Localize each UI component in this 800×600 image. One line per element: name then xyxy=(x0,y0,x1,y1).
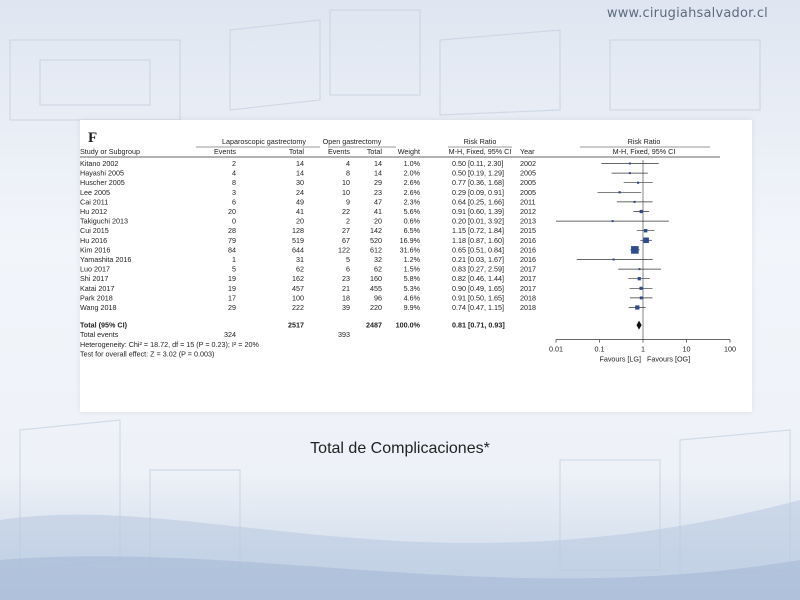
study-marker xyxy=(634,201,636,203)
exp-events-cell: 5 xyxy=(232,264,236,274)
year-cell: 2005 xyxy=(520,187,536,197)
year-cell: 2018 xyxy=(520,293,536,303)
rr-ci-cell: 0.50 [0.11, 2.30] xyxy=(452,159,504,168)
exp-events-cell: 84 xyxy=(228,245,236,255)
study-name: Luo 2017 xyxy=(80,264,110,274)
ctl-events-cell: 6 xyxy=(346,264,350,274)
study-marker xyxy=(643,238,649,244)
rr-ci-cell: 0.83 [0.27, 2.59] xyxy=(452,264,504,274)
total-events-ctl: 393 xyxy=(338,330,350,340)
col-exp-events: Events xyxy=(214,147,236,156)
weight-cell: 5.6% xyxy=(403,207,420,216)
study-marker xyxy=(631,246,639,254)
ctl-total-cell: 14 xyxy=(374,159,382,168)
ctl-events-cell: 67 xyxy=(342,235,350,245)
year-cell: 2017 xyxy=(520,274,536,284)
study-name: Kitano 2002 xyxy=(80,159,119,168)
year-cell: 2016 xyxy=(520,245,536,255)
ctl-total-cell: 29 xyxy=(374,178,382,188)
study-name: Hu 2016 xyxy=(80,235,108,245)
exp-events-cell: 4 xyxy=(232,168,236,178)
total-exp-total: 2517 xyxy=(288,320,304,330)
ctl-events-cell: 39 xyxy=(342,303,350,312)
exp-events-cell: 29 xyxy=(228,303,236,312)
exp-events-cell: 8 xyxy=(232,178,236,188)
x-tick-label: 0.1 xyxy=(594,344,605,354)
rr-ci-cell: 0.64 [0.25, 1.66] xyxy=(452,197,504,207)
col-plot-sub: M-H, Fixed, 95% CI xyxy=(612,147,676,156)
forest-plot xyxy=(80,120,752,412)
total-events-label: Total events xyxy=(80,330,119,340)
weight-cell: 2.3% xyxy=(403,197,420,207)
study-name: Cui 2015 xyxy=(80,226,109,236)
year-cell: 2013 xyxy=(520,216,536,226)
ctl-total-cell: 612 xyxy=(370,245,382,255)
favours-right-label: Favours [OG] xyxy=(647,354,691,364)
exp-events-cell: 79 xyxy=(228,235,236,245)
year-cell: 2017 xyxy=(520,283,536,293)
weight-cell: 16.9% xyxy=(399,235,420,245)
study-name: Katai 2017 xyxy=(80,283,115,293)
weight-cell: 31.6% xyxy=(399,245,420,255)
panel-label: F xyxy=(88,130,98,146)
col-ctl-total: Total xyxy=(366,147,382,156)
exp-total-cell: 31 xyxy=(296,255,304,264)
study-marker xyxy=(629,172,631,174)
rr-ci-cell: 0.50 [0.19, 1.29] xyxy=(452,168,504,178)
exp-events-cell: 17 xyxy=(228,293,236,303)
rr-ci-cell: 0.21 [0.03, 1.67] xyxy=(452,255,504,264)
col-rr-sub: M-H, Fixed, 95% CI xyxy=(448,147,512,156)
exp-events-cell: 19 xyxy=(228,274,236,284)
study-name: Park 2018 xyxy=(80,293,113,303)
study-name: Wang 2018 xyxy=(80,303,117,312)
weight-cell: 1.5% xyxy=(403,264,420,274)
exp-total-cell: 128 xyxy=(292,226,304,236)
plot-header: Risk Ratio xyxy=(627,137,661,146)
exp-events-cell: 19 xyxy=(228,283,236,293)
study-marker xyxy=(629,163,631,165)
year-cell: 2005 xyxy=(520,168,536,178)
weight-cell: 2.6% xyxy=(403,178,420,188)
study-marker xyxy=(637,182,639,184)
group-header-experimental: Laparoscopic gastrectomy xyxy=(222,137,306,146)
ctl-events-cell: 21 xyxy=(342,283,350,293)
study-marker xyxy=(612,220,614,222)
exp-events-cell: 3 xyxy=(232,187,236,197)
study-name: Lee 2005 xyxy=(80,187,110,197)
rr-ci-cell: 0.65 [0.51, 0.84] xyxy=(452,245,504,255)
rr-ci-cell: 0.29 [0.09, 0.91] xyxy=(452,187,504,197)
ctl-events-cell: 4 xyxy=(346,159,350,168)
weight-cell: 9.9% xyxy=(403,303,420,312)
rr-ci-cell: 0.90 [0.49, 1.65] xyxy=(452,283,504,293)
rr-ci-cell: 1.15 [0.72, 1.84] xyxy=(452,226,504,236)
exp-total-cell: 49 xyxy=(296,197,304,207)
exp-total-cell: 644 xyxy=(292,245,304,255)
rr-ci-cell: 1.18 [0.87, 1.60] xyxy=(452,235,504,245)
ctl-events-cell: 10 xyxy=(342,178,350,188)
study-marker xyxy=(640,296,643,299)
weight-cell: 5.8% xyxy=(403,274,420,284)
exp-events-cell: 2 xyxy=(232,159,236,168)
study-marker xyxy=(644,229,647,232)
year-cell: 2002 xyxy=(520,159,536,168)
ctl-total-cell: 220 xyxy=(370,303,382,312)
year-cell: 2015 xyxy=(520,226,536,236)
ctl-events-cell: 9 xyxy=(346,197,350,207)
col-exp-total: Total xyxy=(288,147,304,156)
rr-ci-cell: 0.74 [0.47, 1.15] xyxy=(452,303,504,312)
col-ctl-events: Events xyxy=(328,147,350,156)
ctl-total-cell: 23 xyxy=(374,187,382,197)
study-name: Cai 2011 xyxy=(80,197,109,207)
ctl-events-cell: 18 xyxy=(342,293,350,303)
ctl-total-cell: 96 xyxy=(374,293,382,303)
study-marker xyxy=(640,210,643,213)
year-cell: 2016 xyxy=(520,235,536,245)
study-marker xyxy=(639,287,642,290)
rr-ci-cell: 0.77 [0.36, 1.68] xyxy=(452,178,504,188)
exp-total-cell: 100 xyxy=(292,293,304,303)
x-tick-label: 0.01 xyxy=(549,344,563,354)
ctl-total-cell: 32 xyxy=(374,255,382,264)
ctl-events-cell: 2 xyxy=(346,216,350,226)
study-name: Hayashi 2005 xyxy=(80,168,124,178)
year-cell: 2018 xyxy=(520,303,536,312)
exp-events-cell: 0 xyxy=(232,216,236,226)
study-name: Takiguchi 2013 xyxy=(80,216,128,226)
exp-total-cell: 162 xyxy=(292,274,304,284)
total-events-exp: 324 xyxy=(224,330,236,340)
rr-ci-cell: 0.82 [0.46, 1.44] xyxy=(452,274,504,284)
study-name: Huscher 2005 xyxy=(80,178,125,188)
exp-events-cell: 6 xyxy=(232,197,236,207)
ctl-total-cell: 520 xyxy=(370,235,382,245)
year-cell: 2012 xyxy=(520,207,536,216)
study-marker xyxy=(638,277,641,280)
weight-cell: 2.6% xyxy=(403,187,420,197)
year-cell: 2016 xyxy=(520,255,536,264)
exp-total-cell: 14 xyxy=(296,159,304,168)
year-cell: 2017 xyxy=(520,264,536,274)
study-name: Hu 2012 xyxy=(80,207,108,216)
x-tick-label: 100 xyxy=(724,344,736,354)
col-year: Year xyxy=(520,147,535,156)
favours-left-label: Favours [LG] xyxy=(599,354,641,364)
study-rows xyxy=(80,159,536,358)
exp-events-cell: 20 xyxy=(228,207,236,216)
exp-total-cell: 519 xyxy=(292,235,304,245)
study-name: Yamashita 2016 xyxy=(80,255,132,264)
ctl-events-cell: 8 xyxy=(346,168,350,178)
x-tick-label: 1 xyxy=(641,344,645,354)
heterogeneity-text: Heterogeneity: Chi² = 18.72, df = 15 (P = 0.23); I² = 20% xyxy=(80,339,259,349)
ctl-total-cell: 14 xyxy=(374,168,382,178)
exp-events-cell: 1 xyxy=(232,255,236,264)
exp-total-cell: 20 xyxy=(296,216,304,226)
exp-total-cell: 62 xyxy=(296,264,304,274)
exp-total-cell: 41 xyxy=(296,207,304,216)
exp-total-cell: 457 xyxy=(292,283,304,293)
col-study: Study or Subgroup xyxy=(80,147,140,156)
total-weight: 100.0% xyxy=(395,320,420,330)
weight-cell: 6.5% xyxy=(403,226,420,236)
weight-cell: 0.6% xyxy=(403,216,420,226)
rr-column-header: Risk Ratio xyxy=(463,137,497,146)
weight-cell: 2.0% xyxy=(403,168,420,178)
study-name: Kim 2016 xyxy=(80,245,111,255)
plot-area xyxy=(549,160,736,364)
forest-plot-panel xyxy=(80,120,752,412)
exp-total-cell: 222 xyxy=(292,303,304,312)
overall-effect-text: Test for overall effect: Z = 3.02 (P = 0.003) xyxy=(80,349,215,359)
total-rr-ci: 0.81 [0.71, 0.93] xyxy=(452,320,505,330)
exp-events-cell: 28 xyxy=(228,226,236,236)
ctl-events-cell: 27 xyxy=(342,226,350,236)
exp-total-cell: 14 xyxy=(296,168,304,178)
study-marker xyxy=(635,305,639,309)
slide-caption: Total de Complicaciones* xyxy=(310,440,490,457)
weight-cell: 1.0% xyxy=(403,159,420,168)
x-tick-label: 10 xyxy=(682,344,691,354)
ctl-events-cell: 23 xyxy=(342,274,350,284)
ctl-total-cell: 160 xyxy=(370,274,382,284)
total-diamond xyxy=(637,321,642,330)
study-name: Shi 2017 xyxy=(80,274,109,284)
ctl-total-cell: 20 xyxy=(374,216,382,226)
total-ctl-total: 2487 xyxy=(366,320,382,330)
col-weight: Weight xyxy=(397,147,420,156)
rr-ci-cell: 0.20 [0.01, 3.92] xyxy=(452,216,504,226)
rr-ci-cell: 0.91 [0.60, 1.39] xyxy=(452,207,504,216)
exp-total-cell: 30 xyxy=(296,178,304,188)
study-marker xyxy=(613,259,615,261)
year-cell: 2005 xyxy=(520,178,536,188)
ctl-total-cell: 62 xyxy=(374,264,382,274)
ctl-total-cell: 47 xyxy=(374,197,382,207)
ctl-events-cell: 122 xyxy=(338,245,350,255)
weight-cell: 1.2% xyxy=(403,255,420,264)
study-marker xyxy=(619,191,621,193)
exp-total-cell: 24 xyxy=(296,187,304,197)
ctl-events-cell: 10 xyxy=(342,187,350,197)
ctl-events-cell: 22 xyxy=(342,207,350,216)
ctl-total-cell: 41 xyxy=(374,207,382,216)
weight-cell: 5.3% xyxy=(403,283,420,293)
ctl-total-cell: 142 xyxy=(370,226,382,236)
ctl-total-cell: 455 xyxy=(370,283,382,293)
ctl-events-cell: 5 xyxy=(346,255,350,264)
year-cell: 2011 xyxy=(520,197,536,207)
study-marker xyxy=(638,268,640,270)
rr-ci-cell: 0.91 [0.50, 1.65] xyxy=(452,293,504,303)
site-url: www.cirugiahsalvador.cl xyxy=(606,6,768,21)
group-header-control: Open gastrectomy xyxy=(322,137,382,146)
weight-cell: 4.6% xyxy=(403,293,420,303)
total-label: Total (95% CI) xyxy=(80,320,127,330)
